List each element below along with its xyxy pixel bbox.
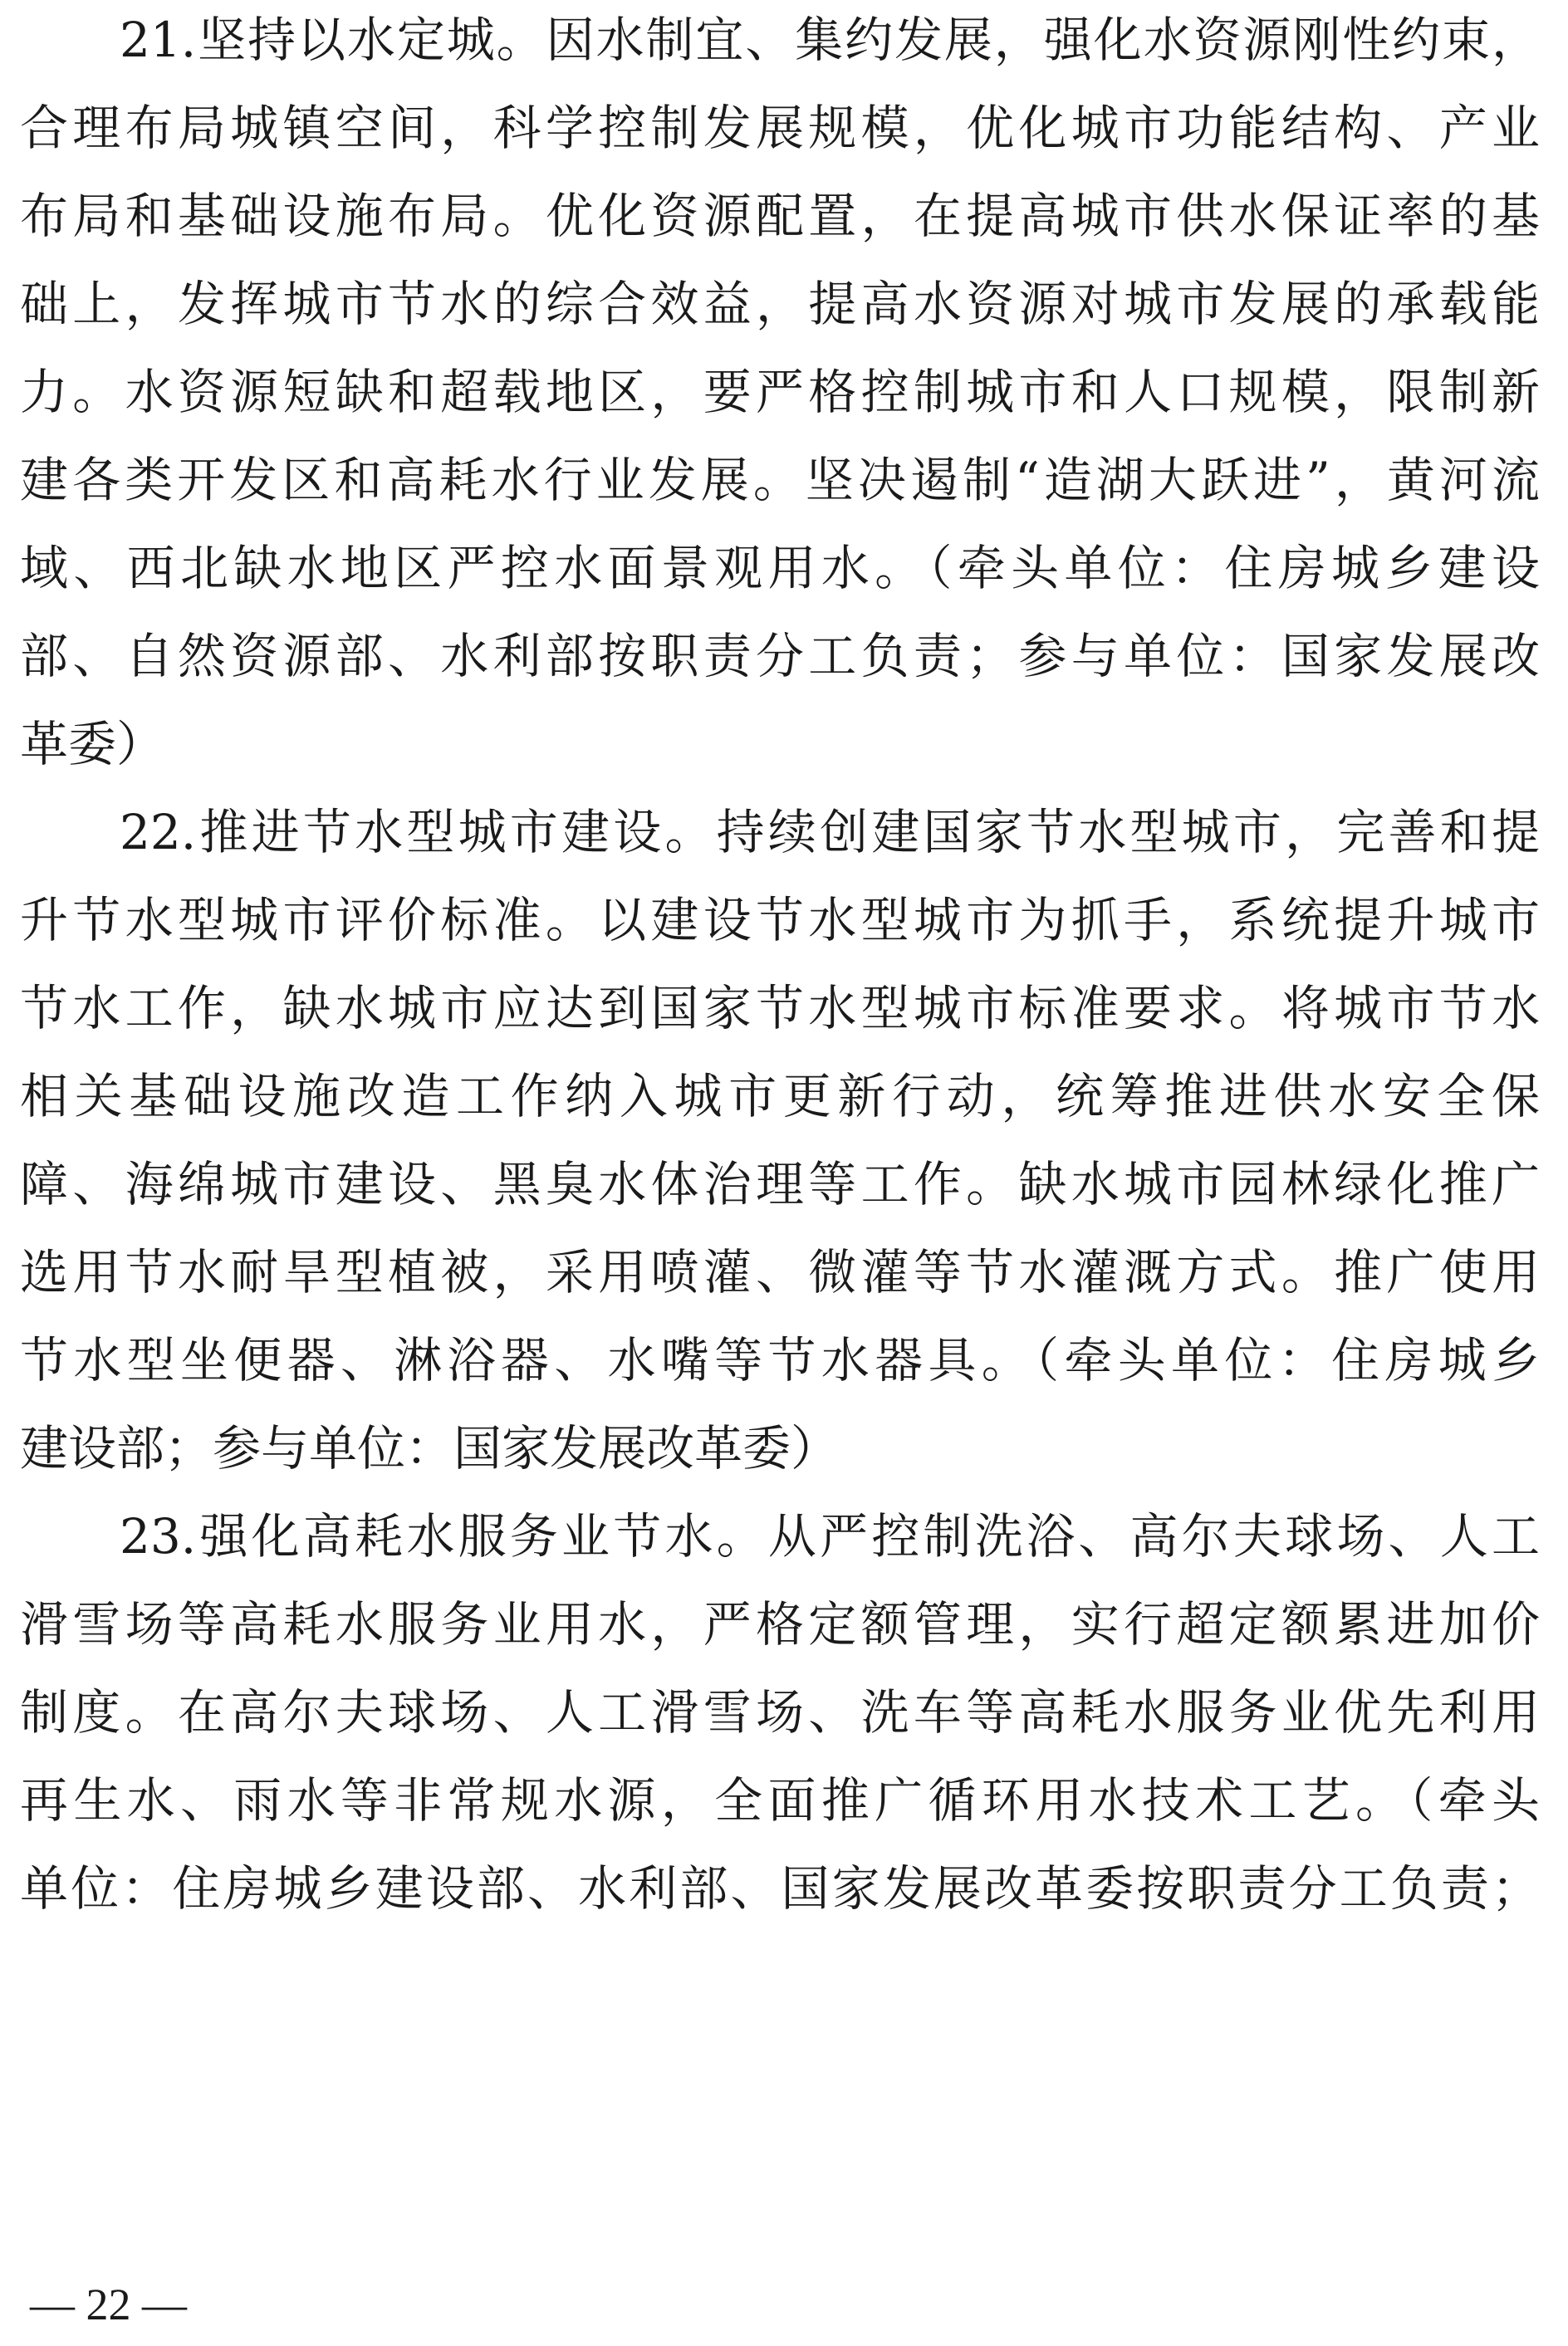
paragraph-23-line-5: 单位：住房城乡建设部、水利部、国家发展改革委按职责分工负责； bbox=[20, 1860, 1540, 1917]
paragraph-22-line-3: 节水工作，缺水城市应达到国家节水型城市标准要求。将城市节水 bbox=[20, 980, 1540, 1036]
paragraph-23-line-2: 滑雪场等高耗水服务业用水，严格定额管理，实行超定额累进加价 bbox=[20, 1596, 1540, 1653]
paragraph-21-line-8: 部、自然资源部、水利部按职责分工负责；参与单位：国家发展改 bbox=[20, 628, 1540, 684]
paragraph-22-line-4: 相关基础设施改造工作纳入城市更新行动，统筹推进供水安全保 bbox=[20, 1068, 1540, 1124]
paragraph-22-line-7: 节水型坐便器、淋浴器、水嘴等节水器具。（牵头单位：住房城乡 bbox=[20, 1332, 1540, 1388]
paragraph-21-line-9: 革委） bbox=[20, 716, 165, 772]
paragraph-22-line-8: 建设部；参与单位：国家发展改革委） bbox=[20, 1420, 840, 1477]
paragraph-21-line-7: 域、西北缺水地区严控水面景观用水。（牵头单位：住房城乡建设 bbox=[20, 540, 1540, 596]
paragraph-22-line-5: 障、海绵城市建设、黑臭水体治理等工作。缺水城市园林绿化推广 bbox=[20, 1156, 1540, 1212]
paragraph-22-line-1: 22.推进节水型城市建设。持续创建国家节水型城市，完善和提 bbox=[120, 804, 1540, 860]
page-number: — 22 — bbox=[30, 2280, 187, 2329]
paragraph-21-line-6: 建各类开发区和高耗水行业发展。坚决遏制“造湖大跃进”，黄河流 bbox=[20, 452, 1540, 508]
paragraph-21-line-2: 合理布局城镇空间，科学控制发展规模，优化城市功能结构、产业 bbox=[20, 100, 1540, 156]
paragraph-21-line-5: 力。水资源短缺和超载地区，要严格控制城市和人口规模，限制新 bbox=[20, 364, 1540, 420]
paragraph-23-line-4: 再生水、雨水等非常规水源，全面推广循环用水技术工艺。（牵头 bbox=[20, 1772, 1540, 1829]
paragraph-23-line-3: 制度。在高尔夫球场、人工滑雪场、洗车等高耗水服务业优先利用 bbox=[20, 1684, 1540, 1741]
paragraph-22-line-6: 选用节水耐旱型植被，采用喷灌、微灌等节水灌溉方式。推广使用 bbox=[20, 1244, 1540, 1300]
paragraph-22-line-2: 升节水型城市评价标准。以建设节水型城市为抓手，系统提升城市 bbox=[20, 892, 1540, 948]
paragraph-21-line-4: 础上，发挥城市节水的综合效益，提高水资源对城市发展的承载能 bbox=[20, 276, 1540, 332]
paragraph-21-line-1: 21.坚持以水定城。因水制宜、集约发展，强化水资源刚性约束， bbox=[120, 12, 1540, 68]
paragraph-21-line-3: 布局和基础设施布局。优化资源配置，在提高城市供水保证率的基 bbox=[20, 188, 1540, 244]
paragraph-23-line-1: 23.强化高耗水服务业节水。从严控制洗浴、高尔夫球场、人工 bbox=[120, 1508, 1540, 1565]
